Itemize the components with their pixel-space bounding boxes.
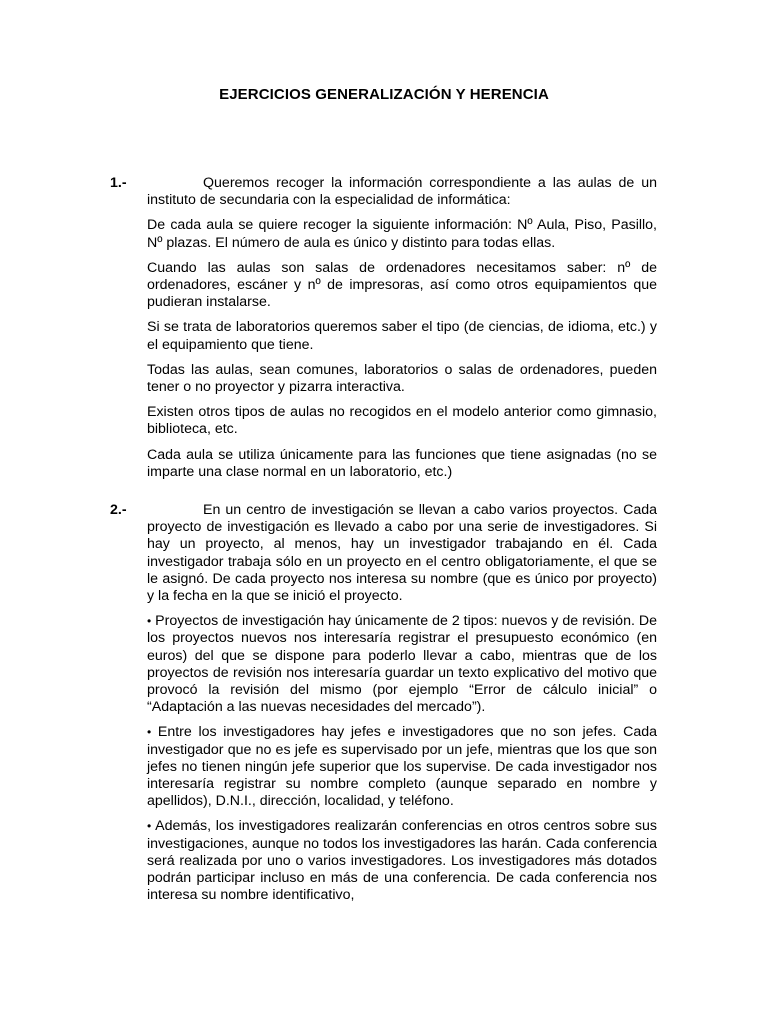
paragraph-text: Proyectos de investigación hay únicamente de 2 tipos: nuevos y de revisión. De los proyectos nuevos nos interesaría registrar el presupuesto económico (en euros) del que se dispone para poderlo llevar a cabo, mientras que de los proyectos de revisión nos interesaría guardar un texto explicativo del motivo que provocó la revisión del mismo (por ejemplo “Error de cálculo inicial” o “Adaptación a las nuevas necesidades del mercado”). — [147, 613, 657, 716]
paragraph: En un centro de investigación se llevan a cabo varios proyectos. Cada proyecto de investigación es llevado a cabo por una serie de investigadores. Si hay un proyecto, al menos, hay un investigador trabajando en él. Cada investigador trabaja sólo en un proyecto en el centro obligatoriamente, el que se le asignó. De cada proyecto nos interesa su nombre (que es único por proyecto) y la fecha en la que se inició el proyecto. — [147, 502, 657, 605]
bullet-paragraph — [147, 613, 657, 716]
document-title: EJERCICIOS GENERALIZACIÓN Y HERENCIA — [219, 86, 549, 103]
bullet-paragraph — [147, 724, 657, 810]
bullet-paragraph — [147, 818, 657, 904]
paragraph: Queremos recoger la información correspondiente a las aulas de un instituto de secundaria con la especialidad de informática: — [147, 175, 657, 209]
bullet-icon: • — [147, 725, 152, 740]
paragraph-text: Además, los investigadores realizarán conferencias en otros centros sobre sus investigaciones, aunque no todos los investigadores las harán. Cada conferencia será realizada por uno o varios investigadores. Los investigadores más dotados podrán participar incluso en más de una conferencia. De cada conferencia nos interesa su nombre identificativo, — [147, 818, 657, 904]
paragraph: De cada aula se quiere recoger la siguiente información: Nº Aula, Piso, Pasillo, Nº plazas. El número de aula es único y distinto para todas ellas. — [147, 217, 657, 251]
bullet-icon: • — [147, 819, 152, 834]
paragraph: Existen otros tipos de aulas no recogidos en el modelo anterior como gimnasio, biblioteca, etc. — [147, 404, 657, 438]
paragraph: Todas las aulas, sean comunes, laboratorios o salas de ordenadores, pueden tener o no proyector y pizarra interactiva. — [147, 361, 657, 396]
paragraph: Si se trata de laboratorios queremos saber el tipo (de ciencias, de idioma, etc.) y el equipamiento que tiene. — [147, 319, 657, 353]
paragraph: Cuando las aulas son salas de ordenadores necesitamos saber: nº de ordenadores, escáner y nº de impresoras, así como otros equipamientos que pudieran instalarse. — [147, 259, 657, 311]
bullet-icon: • — [147, 614, 152, 629]
exercise-body — [147, 175, 657, 489]
exercise-body — [147, 502, 657, 912]
exercise-number: 1.- — [110, 175, 127, 191]
paragraph-text: Entre los investigadores hay jefes e investigadores que no son jefes. Cada investigador que no es jefe es supervisado por un jefe, mientras que los que son jefes no tienen ningún jefe superior que los supervise. De cada investigador nos interesaría registrar su nombre completo (aunque separado en nombre y apellidos), D.N.I., dirección, localidad, y teléfono. — [147, 724, 657, 810]
paragraph: Cada aula se utiliza únicamente para las funciones que tiene asignadas (no se imparte una clase normal en un laboratorio, etc.) — [147, 446, 657, 480]
exercise-number: 2.- — [110, 502, 127, 518]
